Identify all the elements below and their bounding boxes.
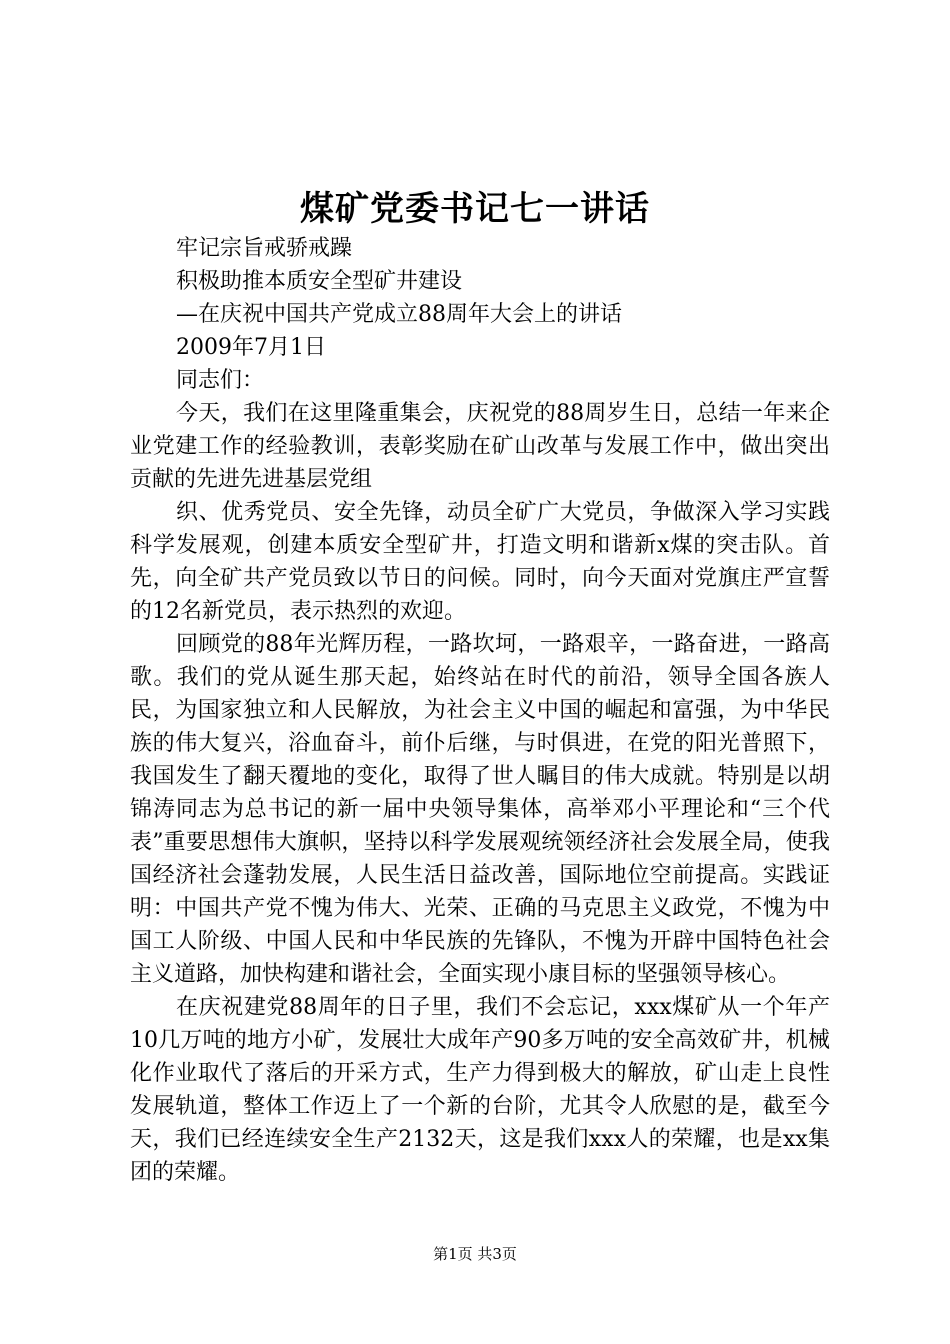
document-body — [130, 232, 830, 1189]
paragraph-1: 今天，我们在这里隆重集会，庆祝党的88周岁生日，总结一年来企业党建工作的经验教训，表彰奖励在矿山改革与发展工作中，做出突出贡献的先进先进基层党组 — [130, 401, 830, 492]
heading-line-3: —在庆祝中国共产党成立88周年大会上的讲话 — [176, 302, 622, 327]
document-title: 煤矿党委书记七一讲话 — [300, 189, 650, 229]
speech-date: 2009年7月1日 — [176, 335, 326, 360]
paragraph-3: 回顾党的88年光辉历程，一路坎坷，一路艰辛，一路奋进，一路高歌。我们的党从诞生那天起，始终站在时代的前沿，领导全国各族人民，为国家独立和人民解放，为社会主义中国的崛起和富强，为中华民族的伟大复兴，浴血奋斗，前仆后继，与时俱进，在党的阳光普照下，我国发生了翻天覆地的变化，取得了世人瞩目的伟大成就。特别是以胡锦涛同志为总书记的新一届中央领导集体，高举邓小平理论和“三个代表”重要思想伟大旗帜，坚持以科学发展观统领经济社会发展全局，使我国经济社会蓬勃发展，人民生活日益改善，国际地位空前提高。实践证明：中国共产党不愧为伟大、光荣、正确的马克思主义政党，不愧为中国工人阶级、中国人民和中华民族的先锋队，不愧为开辟中国特色社会主义道路，加快构建和谐社会，全面实现小康目标的坚强领导核心。 — [130, 632, 830, 987]
page-indicator: 第1页 共3页 — [433, 1245, 517, 1263]
salutation: 同志们： — [176, 368, 265, 393]
heading-line-1: 牢记宗旨戒骄戒躁 — [176, 236, 353, 261]
paragraph-4: 在庆祝建党88周年的日子里，我们不会忘记，xxx煤矿从一个年产10几万吨的地方小矿，发展壮大成年产90多万吨的安全高效矿井，机械化作业取代了落后的开采方式，生产力得到极大的解放，矿山走上良性发展轨道，整体工作迈上了一个新的台阶，尤其令人欣慰的是，截至今天，我们已经连续安全生产2132天，这是我们xxx人的荣耀，也是xx集团的荣耀。 — [130, 995, 830, 1185]
heading-line-2: 积极助推本质安全型矿井建设 — [176, 269, 463, 294]
paragraph-2: 织、优秀党员、安全先锋，动员全矿广大党员，争做深入学习实践科学发展观，创建本质安全型矿井，打造文明和谐新x煤的突击队。首先，向全矿共产党员致以节日的问候。同时，向今天面对党旗庄严宣誓的12名新党员，表示热烈的欢迎。 — [130, 500, 830, 624]
